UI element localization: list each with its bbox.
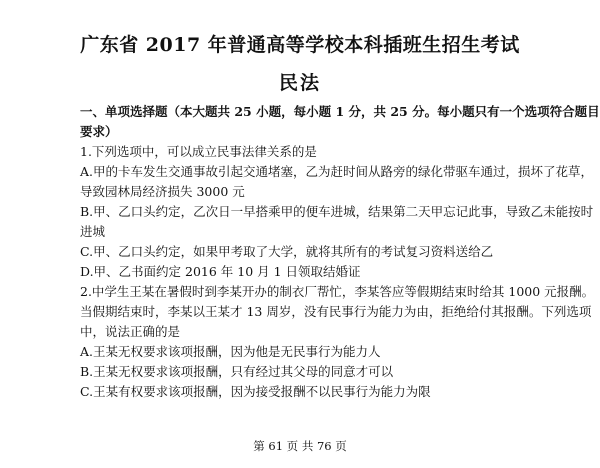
question-1-option-b: B.甲、乙口头约定，乙次日一早搭乘甲的便车进城，结果第二天甲忘记此事，导致乙未能按时 [80,204,594,219]
question-1-option-a-cont: 导致园林局经济损失 3000 元 [80,184,245,199]
section-heading-cont: 要求） [80,124,118,139]
question-2-stem: 2.中学生王某在暑假时到李某开办的制衣厂帮忙，李某答应等假期结束时给其 1000 元报酬。 [80,284,595,299]
exam-title: 广东省 2017 年普通高等学校本科插班生招生考试 [80,34,520,56]
question-1-option-d: D.甲、乙书面约定 2016 年 10 月 1 日领取结婚证 [80,264,361,279]
question-2-option-a: A.王某无权要求该项报酬，因为他是无民事行为能力人 [80,344,381,359]
question-1-option-a: A.甲的卡车发生交通事故引起交通堵塞，乙为赶时间从路旁的绿化带驱车通过，损坏了花草， [80,164,594,179]
question-2-stem-cont: 中，说法正确的是 [80,324,181,339]
question-1-option-b-cont: 进城 [80,224,106,239]
question-2-stem-cont: 当假期结束时，李某以王某才 13 周岁，没有民事行为能力为由，拒绝给付其报酬。下列选项 [80,304,592,319]
section-heading: 一、单项选择题（本大题共 25 小题，每小题 1 分，共 25 分。每小题只有一个选项符合题目 [80,104,600,119]
question-1-stem: 1.下列选项中，可以成立民事法律关系的是 [80,144,317,159]
question-2-option-c: C.王某有权要求该项报酬，因为接受报酬不以民事行为能力为限 [80,384,431,399]
question-body [80,102,600,402]
subject-title: 民法 [278,72,321,94]
question-2-option-b: B.王某无权要求该项报酬，只有经过其父母的同意才可以 [80,364,394,379]
question-1-option-c: C.甲、乙口头约定，如果甲考取了大学，就将其所有的考试复习资料送给乙 [80,244,494,259]
page-number: 第 61 页 共 76 页 [253,439,347,453]
